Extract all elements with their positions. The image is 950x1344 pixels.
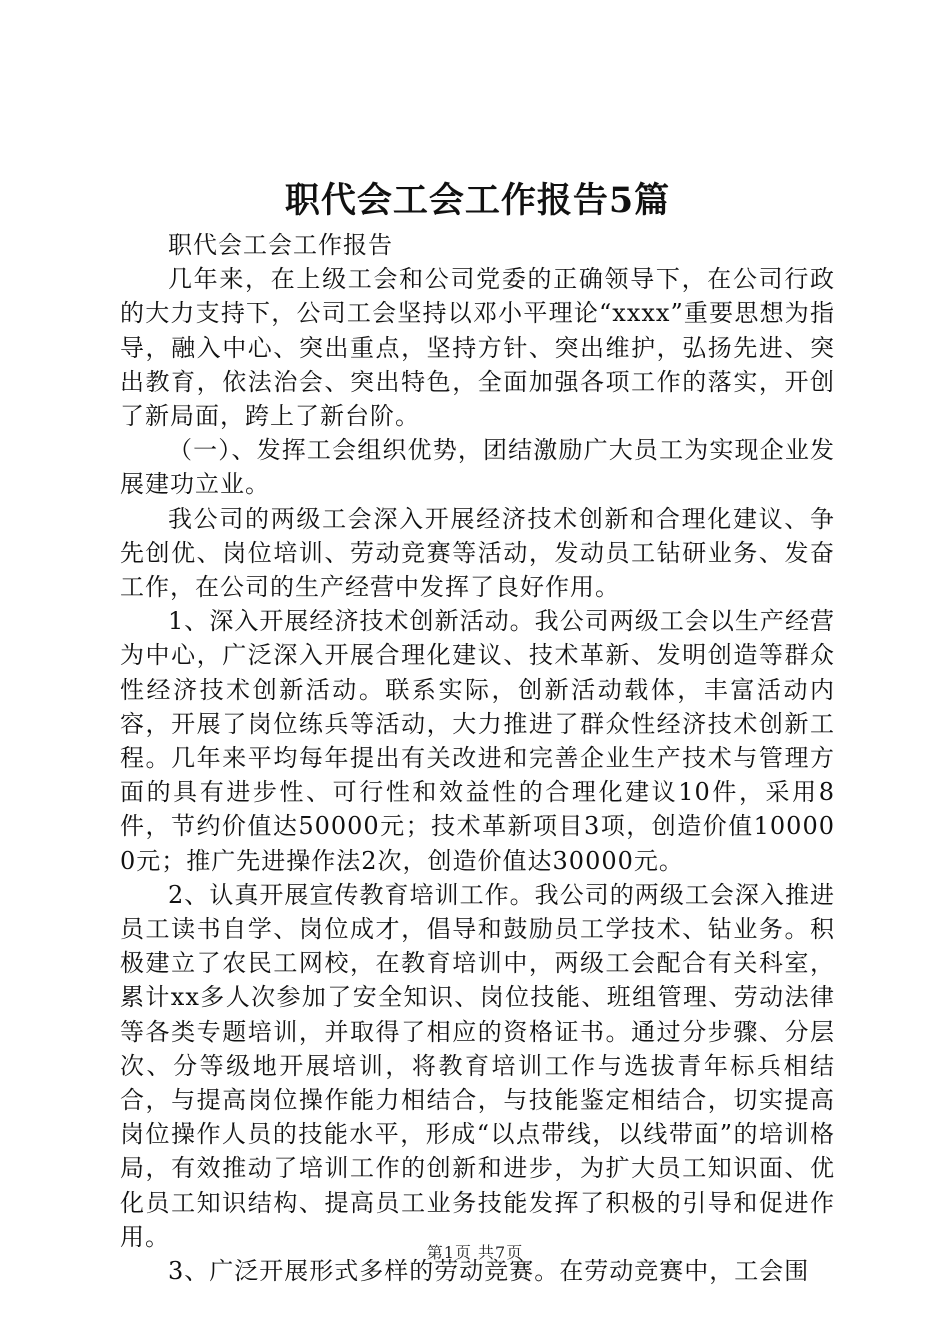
paragraph-item-1: 1、深入开展经济技术创新活动。我公司两级工会以生产经营为中心，广泛深入开展合理化建议、技术革新、发明创造等群众性经济技术创新活动。联系实际，创新活动载体，丰富活动内容，开展了岗位练兵等活动，大力推进了群众性经济技术创新工程。几年来平均每年提出有关改进和完善企业生产技术与管理方面的具有进步性、可行性和效益性的合理化建议10件，采用8件，节约价值达50000元；技术革新项目3项，创造价值100000元；推广先进操作法2次，创造价值达30000元。 [120,607,835,875]
paragraph-overview: 我公司的两级工会深入开展经济技术创新和合理化建议、争先创优、岗位培训、劳动竞赛等活动，发动员工钻研业务、发奋工作，在公司的生产经营中发挥了良好作用。 [120,504,835,602]
paragraph-intro: 几年来，在上级工会和公司党委的正确领导下，在公司行政的大力支持下，公司工会坚持以邓小平理论“xxxx”重要思想为指导，融入中心、突出重点，坚持方针、突出维护，弘扬先进、突出教育，依法治会、突出特色，全面加强各项工作的落实，开创了新局面，跨上了新台阶。 [120,265,835,431]
document-title: 职代会工会工作报告5篇 [284,180,671,221]
page-footer: 第1页 共7页 [426,1243,524,1262]
section-subtitle: 职代会工会工作报告 [168,231,393,259]
paragraph-item-3: 3、广泛开展形式多样的劳动竞赛。在劳动竞赛中，工会围 [168,1257,810,1286]
document-page [120,180,835,1288]
paragraph-heading-1: （一）、发挥工会组织优势，团结激励广大员工为实现企业发展建功立业。 [120,436,835,499]
paragraph-item-2: 2、认真开展宣传教育培训工作。我公司的两级工会深入推进员工读书自学、岗位成才，倡导和鼓励员工学技术、钻业务。积极建立了农民工网校，在教育培训中，两级工会配合有关科室，累计xx多人次参加了安全知识、岗位技能、班组管理、劳动法律等各类专题培训，并取得了相应的资格证书。通过分步骤、分层次、分等级地开展培训，将教育培训工作与选拔青年标兵相结合，与提高岗位操作能力相结合，与技能鉴定相结合，切实提高岗位操作人员的技能水平，形成“以点带线，以线带面”的培训格局，有效推动了培训工作的创新和进步，为扩大员工知识面、优化员工知识结构、提高员工业务技能发挥了积极的引导和促进作用。 [120,880,835,1251]
